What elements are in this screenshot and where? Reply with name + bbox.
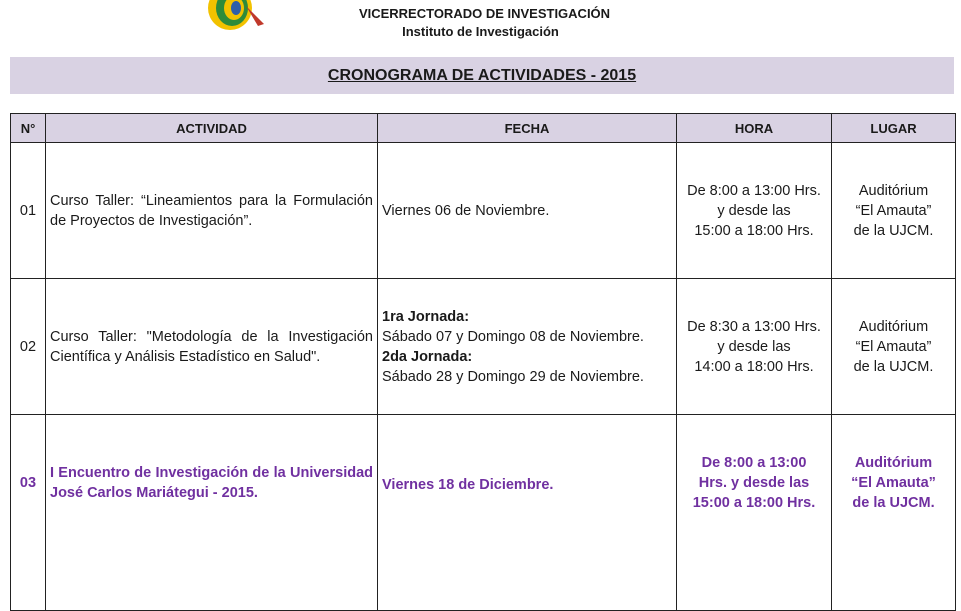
row-number: 01	[11, 143, 46, 279]
column-header-fecha: FECHA	[378, 114, 677, 143]
page-title: CRONOGRAMA DE ACTIVIDADES - 2015	[327, 66, 637, 84]
time-line: Hrs. y desde las	[698, 475, 810, 491]
row-number: 02	[11, 279, 46, 415]
title-banner	[10, 57, 954, 94]
place-line: Auditórium	[858, 182, 929, 199]
activity-cell: Curso Taller: "Metodología de la Investigación Científica y Análisis Estadístico en Salud".	[46, 279, 378, 415]
time-line: y desde las	[717, 338, 791, 355]
place-line: Auditórium	[854, 455, 933, 471]
place-cell	[832, 279, 956, 415]
place-line: “El Amauta”	[851, 475, 936, 491]
time-line: De 8:30 a 13:00 Hrs.	[687, 318, 821, 335]
column-header-actividad: ACTIVIDAD	[46, 114, 378, 143]
time-line: 15:00 a 18:00 Hrs.	[694, 222, 814, 239]
date-cell: Viernes 06 de Noviembre.	[378, 143, 677, 279]
jornada-2-dates: Sábado 28 y Domingo 29 de Noviembre.	[382, 368, 644, 385]
column-header-hora: HORA	[677, 114, 832, 143]
place-line: “El Amauta”	[855, 202, 932, 219]
time-line: De 8:00 a 13:00	[701, 455, 807, 471]
time-line: 14:00 a 18:00 Hrs.	[694, 358, 814, 375]
column-header-num: N°	[11, 114, 46, 143]
table-row	[11, 279, 956, 415]
jornada-1-label: 1ra Jornada:	[382, 308, 470, 325]
time-cell	[677, 143, 832, 279]
table-row	[11, 143, 956, 279]
time-cell	[677, 279, 832, 415]
time-cell	[677, 415, 832, 611]
activity-cell: Curso Taller: “Lineamientos para la Formulación de Proyectos de Investigación”.	[46, 143, 378, 279]
table-row	[11, 415, 956, 611]
place-line: “El Amauta”	[855, 338, 932, 355]
row-number: 03	[11, 415, 46, 611]
place-line: Auditórium	[858, 318, 929, 335]
instituto-subtitle: Instituto de Investigación	[402, 24, 559, 39]
place-cell	[832, 143, 956, 279]
activities-table	[10, 113, 956, 611]
jornada-1-dates: Sábado 07 y Domingo 08 de Noviembre.	[382, 328, 644, 345]
column-header-lugar: LUGAR	[832, 114, 956, 143]
place-line: de la UJCM.	[853, 358, 934, 375]
time-line: 15:00 a 18:00 Hrs.	[692, 495, 816, 511]
jornada-2-label: 2da Jornada:	[382, 348, 473, 365]
place-cell	[832, 415, 956, 611]
table-header-row	[11, 114, 956, 143]
date-cell: Viernes 18 de Diciembre.	[378, 415, 677, 611]
date-cell	[378, 279, 677, 415]
vicerrectorado-title: VICERRECTORADO DE INVESTIGACIÓN	[358, 6, 611, 21]
time-line: De 8:00 a 13:00 Hrs.	[687, 182, 821, 199]
activity-cell: I Encuentro de Investigación de la Universidad José Carlos Mariátegui - 2015.	[46, 415, 378, 611]
place-line: de la UJCM.	[852, 495, 935, 511]
time-line: y desde las	[717, 202, 791, 219]
place-line: de la UJCM.	[853, 222, 934, 239]
